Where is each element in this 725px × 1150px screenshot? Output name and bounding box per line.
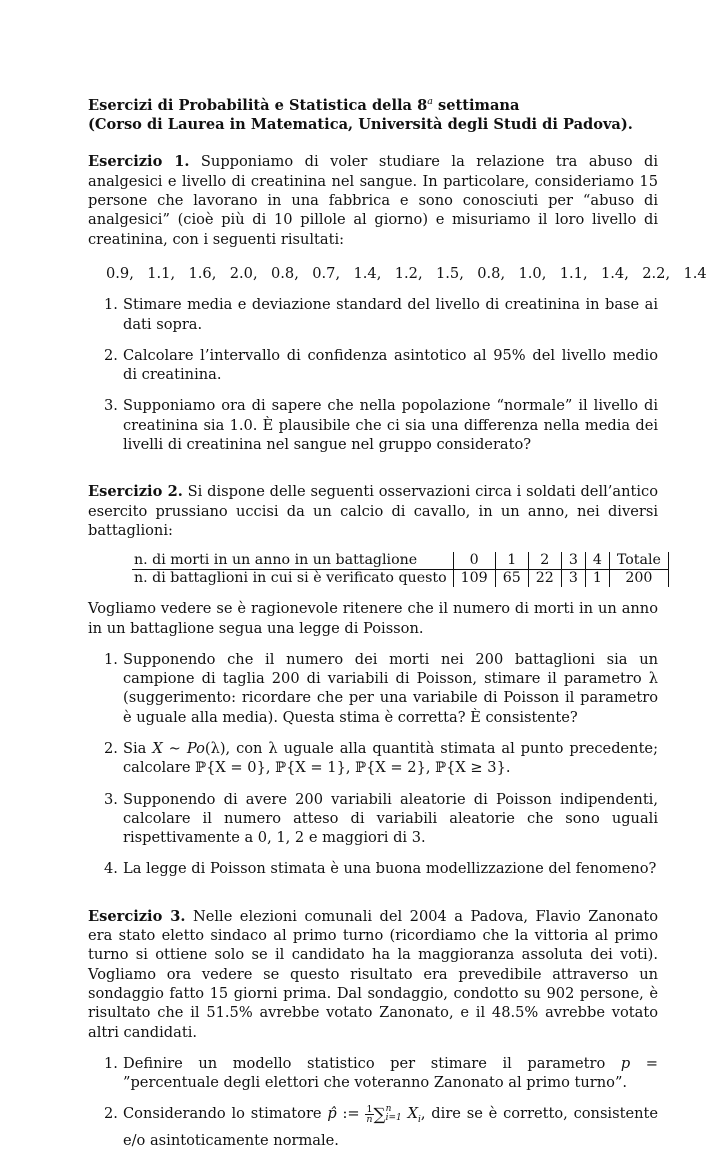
exercise-2-heading: Esercizio 2. — [88, 483, 183, 501]
math-subscript: i — [417, 1115, 421, 1126]
math-estimator: p̂ — [327, 1105, 337, 1123]
exercise-3-text — [88, 907, 658, 1042]
list-item — [88, 346, 658, 385]
data-value: 1.0, — [518, 264, 547, 282]
math-function: Po — [186, 739, 205, 757]
math-variable: p — [620, 1054, 631, 1072]
table-cell: 4 — [585, 552, 609, 570]
list-item — [88, 295, 658, 334]
exercise-2-list — [88, 650, 658, 879]
data-value: 0.7, — [312, 264, 341, 282]
sum-lower-limit: i=1 — [385, 1113, 402, 1124]
data-value: 1.6, — [188, 264, 217, 282]
item-number: 1. — [104, 650, 118, 668]
table-cell: 22 — [528, 570, 561, 588]
item-text: , dire se è corretto, consistente e/o asintoticamente normale. — [123, 1105, 658, 1149]
fraction — [365, 1105, 373, 1124]
item-number: 1. — [104, 1054, 118, 1072]
item-text: = ”percentuale degli elettori che voteranno Zanonato al primo turno”. — [123, 1054, 658, 1092]
observations-table — [132, 552, 669, 587]
exercise-2 — [88, 482, 661, 878]
item-text: Supponendo che il numero dei morti nei 200 battaglioni sia un campione di taglia 200 di variabili di Poisson, stimare il parametro λ (suggerimento: ricordare che per una variabile di Poisson il parametro è uguale alla media). Questa stima è corretta? È consistente? — [123, 650, 658, 726]
data-value: 0.8, — [477, 264, 506, 282]
title-part: settimana — [432, 96, 520, 114]
item-text: La legge di Poisson stimata è una buona modellizzazione del fenomeno? — [123, 860, 657, 878]
table-cell: 109 — [453, 570, 495, 588]
fraction-numerator: 1 — [366, 1103, 373, 1115]
exercise-2-text — [88, 482, 658, 540]
table-cell: 3 — [561, 570, 585, 588]
item-text: Calcolare l’intervallo di confidenza asintotico al 95% del livello medio di creatinina. — [123, 346, 658, 384]
sum-upper-limit: n — [385, 1104, 392, 1115]
data-value: 1.4, — [353, 264, 382, 282]
exercise-3-list — [88, 1054, 658, 1150]
exercise-1-text — [88, 152, 658, 248]
data-value: 1.1, — [559, 264, 588, 282]
table-cell: 0 — [453, 552, 495, 570]
item-number: 2. — [104, 739, 118, 757]
probability-expressions: ℙ{X = 0}, ℙ{X = 1}, ℙ{X = 2}, ℙ{X ≥ 3}. — [195, 759, 511, 777]
table-cell: n. di morti in un anno in un battaglione — [134, 552, 418, 569]
table-cell: 1 — [585, 570, 609, 588]
table-cell: 3 — [561, 552, 585, 570]
data-value: 1.4 — [683, 264, 707, 282]
table-row — [132, 552, 668, 570]
math-variable: X — [407, 1105, 418, 1123]
list-item — [88, 859, 658, 878]
list-item — [88, 1104, 658, 1150]
exercise-1-list — [88, 295, 658, 454]
table-row — [132, 570, 668, 588]
item-text: Supponendo di avere 200 variabili aleatorie di Poisson indipendenti, calcolare il numero atteso di variabili aleatorie che sono uguali rispettivamente a 0, 1, 2 e maggiori di 3. — [123, 790, 658, 847]
exercise-3-body: Nelle elezioni comunali del 2004 a Padova, Flavio Zanonato era stato eletto sindaco al primo turno (ricordiamo che la vittoria al primo turno si ottiene solo se il candidato ha la maggioranza assoluta dei voti). Vogliamo ora vedere se questo risultato era prevedibile attraverso un sondaggio fatto 15 giorni prima. Dal sondaggio, condotto su 902 persone, è risultato che il 51.5% avrebbe votato Zanonato, e il 48.5% avrebbe votato altri candidati. — [88, 907, 658, 1041]
math-operator: := — [336, 1105, 366, 1123]
data-value: 1.4, — [601, 264, 629, 282]
exercise-2-question: Vogliamo vedere se è ragionevole ritenere che il numero di morti in un anno in un battaglione segua una legge di Poisson. — [88, 600, 658, 637]
data-value: 2.2, — [642, 264, 671, 282]
list-item — [88, 396, 658, 454]
table-cell: 2 — [528, 552, 561, 570]
item-text: Definire un modello statistico per stimare il parametro — [123, 1054, 621, 1072]
item-text: Sia — [123, 739, 153, 757]
document-page — [88, 92, 707, 1150]
list-item — [88, 650, 658, 727]
item-text: (λ), con λ uguale alla quantità stimata al punto precedente; calcolare — [123, 739, 658, 777]
table-cell: 200 — [609, 570, 668, 588]
data-value: 1.2, — [394, 264, 423, 282]
item-number: 2. — [104, 346, 118, 364]
exercise-2-body: Si dispone delle seguenti osservazioni circa i soldati dell’antico esercito prussiano uccisi da un calcio di cavallo, in un anno, nei diversi battaglioni: — [88, 483, 659, 539]
list-item — [88, 1054, 658, 1093]
exercise-1 — [88, 152, 707, 454]
item-text: Supponiamo ora di sapere che nella popolazione “normale” il livello di creatinina sia 1.0. È plausibile che ci sia una differenza nella media dei livelli di creatinina nel sangue nel gruppo considerato? — [123, 397, 658, 454]
data-value: 0.8, — [271, 264, 299, 282]
creatinine-data — [106, 264, 707, 283]
data-value: 2.0, — [229, 264, 258, 282]
table-cell: 1 — [495, 552, 528, 570]
item-number: 3. — [104, 397, 118, 415]
title-subtitle: (Corso di Laurea in Matematica, Università degli Studi di Padova). — [88, 116, 633, 134]
table-cell: Totale — [609, 552, 668, 570]
exercise-1-body: Supponiamo di voler studiare la relazione tra abuso di analgesici e livello di creatinina nel sangue. In particolare, consideriamo 15 persone che lavorano in una fabbrica e sono conosciuti per “abuso di analgesici” (cioè più di 10 pillole al giorno) e misuriamo il loro livello di creatinina, con i seguenti risultati: — [88, 153, 659, 248]
exercise-3 — [88, 907, 658, 1150]
list-item — [88, 739, 658, 778]
item-number: 3. — [104, 790, 118, 808]
exercise-3-heading: Esercizio 3. — [88, 907, 186, 925]
document-title — [88, 92, 658, 134]
data-value: 1.1, — [147, 264, 176, 282]
sum-symbol: ∑ — [373, 1105, 386, 1126]
sum-limits — [386, 1105, 402, 1123]
data-value: 1.5, — [436, 264, 464, 282]
item-number: 4. — [104, 860, 118, 878]
item-number: 2. — [104, 1105, 118, 1123]
item-text: Stimare media e deviazione standard del livello di creatinina in base ai dati sopra. — [123, 296, 658, 333]
title-part: Esercizi di Probabilità e Statistica della 8 — [88, 96, 428, 114]
exercise-1-heading: Esercizio 1. — [88, 153, 190, 171]
item-number: 1. — [104, 296, 118, 314]
item-text: Considerando lo stimatore — [123, 1105, 328, 1123]
table-cell: n. di battaglioni in cui si è verificato questo — [132, 570, 453, 588]
data-value: 0.9, — [106, 264, 134, 282]
math-variable: X — [152, 739, 163, 757]
math-operator: ∼ — [162, 739, 187, 757]
list-item — [88, 790, 658, 848]
fraction-denominator: n — [366, 1113, 373, 1125]
title-superscript: a — [427, 96, 433, 107]
table-cell: 65 — [495, 570, 528, 588]
